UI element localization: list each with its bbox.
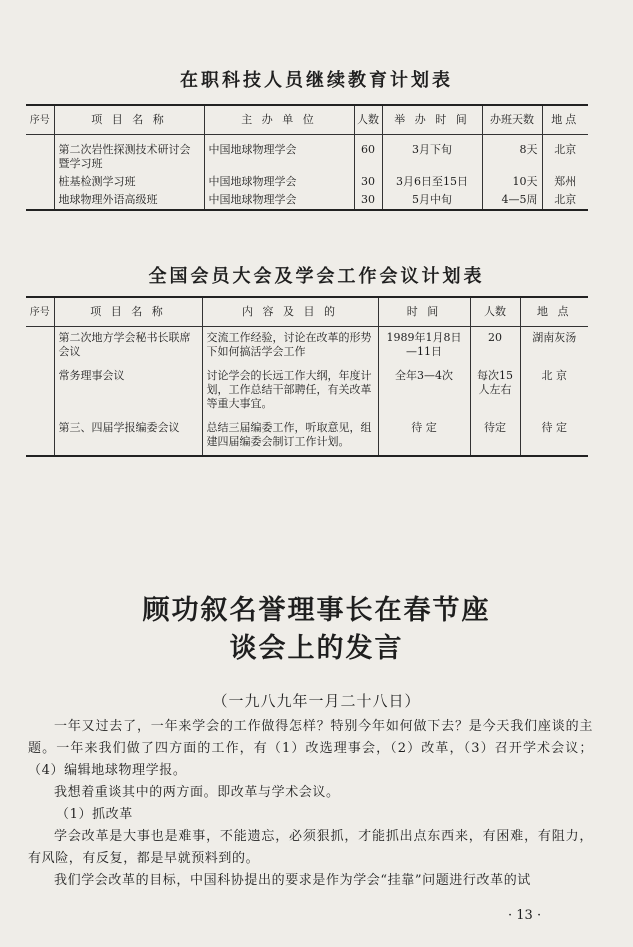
cell-no: [26, 417, 54, 456]
article-paragraph: 我们学会改革的目标，中国科协提出的要求是作为学会“挂靠”问题进行改革的试: [54, 873, 531, 888]
col-header-name: 项 目 名 称: [54, 297, 202, 327]
cell-content: 交流工作经验，讨论在改革的形势下如何搞活学会工作: [202, 327, 378, 366]
cell-place: 郑州: [542, 173, 588, 191]
section-heading: （1）抓改革: [56, 807, 133, 822]
article-headline-line1: 顾功叙名誉理事长在春节座: [142, 595, 491, 626]
col-header-count: 人数: [470, 297, 520, 327]
cell-count: 30: [354, 191, 382, 210]
table-row: [26, 365, 588, 417]
table-row: [26, 191, 588, 210]
col-header-count: 人数: [354, 105, 382, 135]
cell-name: 第二次岩性探测技术研讨会暨学习班: [54, 135, 204, 174]
col-header-days: 办班天数: [482, 105, 542, 135]
cell-time: 待 定: [378, 417, 470, 456]
cell-time: 3月下旬: [382, 135, 482, 174]
cell-org: 中国地球物理学会: [204, 173, 354, 191]
cell-place: 北京: [542, 135, 588, 174]
cell-count: 60: [354, 135, 382, 174]
cell-place: 北 京: [520, 365, 588, 417]
col-header-content: 内 容 及 目 的: [202, 297, 378, 327]
cell-count: 20: [470, 327, 520, 366]
article-paragraph: 一年又过去了，一年来学会的工作做得怎样？特别今年如何做下去？是今天我们座谈的主题。一年来我们做了四方面的工作，有（1）改选理事会，（2）改革，（3）召开学术会议；（4）编辑地球物理学报。: [28, 719, 593, 778]
cell-time: 5月中旬: [382, 191, 482, 210]
table-header-row: [26, 105, 588, 135]
page-number: · 13 ·: [508, 908, 542, 923]
cell-place: 湖南灰汤: [520, 327, 588, 366]
table-row: [26, 135, 588, 174]
meeting-plan-table: [26, 296, 588, 457]
cell-org: 中国地球物理学会: [204, 191, 354, 210]
cell-time: 全年3—4次: [378, 365, 470, 417]
cell-no: [26, 191, 54, 210]
education-plan-table: [26, 104, 588, 211]
cell-name: 第二次地方学会秘书长联席会议: [54, 327, 202, 366]
table2-title: 全国会员大会及学会工作会议计划表: [148, 266, 485, 287]
cell-content: 总结三届编委工作，听取意见，组建四届编委会制订工作计划。: [202, 417, 378, 456]
cell-count: 每次15人左右: [470, 365, 520, 417]
cell-place: 北京: [542, 191, 588, 210]
cell-content: 讨论学会的长远工作大纲，年度计划，工作总结干部聘任，有关改革等重大事宜。: [202, 365, 378, 417]
table1-title: 在职科技人员继续教育计划表: [180, 70, 453, 91]
cell-count: 待定: [470, 417, 520, 456]
col-header-time: 举 办 时 间: [382, 105, 482, 135]
cell-no: [26, 327, 54, 366]
col-header-no: 序号: [26, 105, 54, 135]
table-row: [26, 173, 588, 191]
cell-name: 常务理事会议: [54, 365, 202, 417]
article-paragraph: 学会改革是大事也是难事，不能遗忘，必须狠抓，才能抓出点东西来，有困难，有阻力，有风险，有反复，都是早就预料到的。: [28, 829, 593, 866]
cell-days: 10天: [482, 173, 542, 191]
cell-time: 1989年1月8日—11日: [378, 327, 470, 366]
cell-days: 8天: [482, 135, 542, 174]
cell-no: [26, 365, 54, 417]
col-header-place: 地 点: [520, 297, 588, 327]
col-header-time: 时 间: [378, 297, 470, 327]
article-date: （一九八九年一月二十八日）: [212, 692, 421, 710]
col-header-name: 项 目 名 称: [54, 105, 204, 135]
cell-no: [26, 135, 54, 174]
cell-no: [26, 173, 54, 191]
table-row: [26, 327, 588, 366]
article-paragraph: 我想着重谈其中的两方面。即改革与学术会议。: [54, 785, 340, 800]
cell-place: 待 定: [520, 417, 588, 456]
table-header-row: [26, 297, 588, 327]
cell-count: 30: [354, 173, 382, 191]
article-headline-line2: 谈会上的发言: [229, 633, 404, 664]
cell-name: 地球物理外语高级班: [54, 191, 204, 210]
cell-name: 桩基检测学习班: [54, 173, 204, 191]
col-header-no: 序号: [26, 297, 54, 327]
cell-days: 4—5周: [482, 191, 542, 210]
col-header-org: 主 办 单 位: [204, 105, 354, 135]
col-header-place: 地点: [542, 105, 588, 135]
table-row: [26, 417, 588, 456]
cell-time: 3月6日至15日: [382, 173, 482, 191]
cell-name: 第三、四届学报编委会议: [54, 417, 202, 456]
cell-org: 中国地球物理学会: [204, 135, 354, 174]
